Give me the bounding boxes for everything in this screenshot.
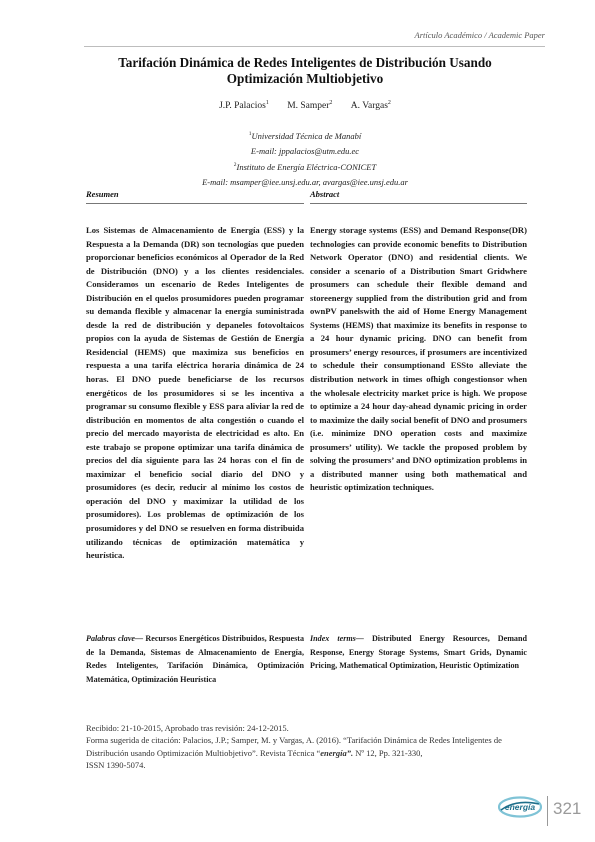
paper-title: Tarifación Dinámica de Redes Inteligentes de Distribución Usando Optimización Multiobjetivo	[118, 55, 492, 86]
resumen-column	[86, 189, 304, 563]
running-head: Artículo Académico / Academic Paper	[414, 30, 545, 40]
citation-footer	[86, 722, 530, 771]
suggested-citation: Forma sugerida de citación: Palacios, J.P.; Samper, M. y Vargas, A. (2016). “Tarifación Dinámica de Redes Inteligentes de Distribución usando Optimización Multiobjetivo”. Revista Técnica “energía”. Nº 12, Pp. 321-330,	[86, 735, 502, 758]
affiliation-line: E-mail: msamper@iee.unsj.edu.ar, avargas@iee.unsj.edu.ar	[202, 176, 408, 187]
abstract-column	[310, 189, 527, 495]
keywords-label: Palabras clave—	[86, 634, 144, 643]
page-number-rule	[547, 796, 548, 826]
keywords-label: Index terms—	[310, 634, 364, 643]
abstract-text: Energy storage systems (ESS) and Demand Response(DR) technologies can provide economic benefits to Distribution Network Operator (DNO) and residential clients. We consider a scenario of a Distribution Smart Gridwhere prosumers can schedule their flexible demand and storeenergy supplied from the distribution grid and from ownPV panelswith the aid of Home Energy Management Systems (HEMS) that maximize its benefits in response to a 24 hour dynamic pricing. DNO can benefit from prosumers’ energy resources, if prosumers are incentivized to schedule their consumptionand ESSto alleviate the distribution network in times ofhigh congestionsor when the wholesale electricity market price is high. We propose to optimize a 24 hour day-ahead dynamic pricing in order to maximize the daily social benefit of DNO and prosumers (i.e. minimize DNO operation costs and maximize prosumers’ utility). We tackle the proposed problem by solving the prosumers’ and DNO optimization problems in a distributed manner using both mathematical and heuristic optimization techniques.	[310, 225, 527, 493]
page-number: 321	[553, 799, 582, 818]
keywords-text: Recursos Energéticos Distribuidos, Respuesta de la Demanda, Sistemas de Almacenamiento de Energía, Redes Inteligentes, Tarifación Dinámica, Optimización Matemática, Optimización Heurística	[86, 634, 304, 684]
affiliation-line: $^2$Instituto de Energía Eléctrica-CONICET	[233, 161, 377, 172]
affiliation-line: E-mail: jppalacios@utm.edu.ec	[250, 146, 360, 157]
index-terms	[310, 632, 527, 673]
header-rule	[84, 46, 545, 47]
resumen-heading: Resumen	[86, 189, 119, 199]
energia-logo	[498, 796, 542, 818]
author-name: J.P. Palacios$^1$	[219, 100, 269, 112]
affiliation-list	[90, 128, 520, 189]
abstract-heading: Abstract	[310, 189, 340, 199]
section-rule	[86, 203, 304, 204]
author-list	[90, 100, 520, 111]
resumen-text: Los Sistemas de Almacenamiento de Energía (ESS) y la Respuesta a la Demanda (DR) son tecnologías que pueden proporcionar beneficios económicos al Operador de la Red de Distribución (DNO) y a los clientes residenciales. Consideramos un escenario de Redes Inteligentes de Distribución en el quelos prosumidores pueden programar su demanda flexible y almacenar la energía suministrada desde la red de distribución y depaneles fotovoltaicos propios con la ayuda de Sistemas de Gestión de Energía Residencial (HEMS) que maximiza sus beneficios en respuesta a una tarifa eléctrica horaria dinámica de 24 horas. El DNO puede beneficiarse de los recursos energéticos de los prosumidores si se les incentiva a programar su consumo flexible y ESS para aliviar la red de distribución en momentos de alta congestión o cuando el precio del mercado mayorista de electricidad es alto. En este trabajo se propone optimizar una tarifa dinámica de precios del día siguiente para las 24 horas con el fin de maximizar el beneficio social diario del DNO y prosumidores (es decir, reducir al mínimo los costos de operación del DNO y maximizar la utilidad de los prosumidores). Los problemas de optimización de los prosumidores y del DNO se resuelven en forma distribuida utilizando técnicas de optimización matemática y heurística.	[86, 225, 304, 561]
palabras-clave	[86, 632, 304, 686]
received-date: Recibido: 21-10-2015, Aprobado tras revisión: 24-12-2015.	[86, 723, 289, 733]
author-name: M. Samper$^2$	[287, 100, 333, 112]
logo-text: energía	[504, 802, 536, 812]
section-rule	[310, 203, 527, 204]
author-name: A. Vargas$^2$	[350, 100, 391, 112]
keywords-text: Distributed Energy Resources, Demand Response, Energy Storage Systems, Smart Grids, Dynamic Pricing, Mathematical Optimization, Heuristic Optimization	[310, 634, 527, 671]
affiliation-line: $^1$Universidad Técnica de Manabí	[248, 130, 362, 141]
issn: ISSN 1390-5074.	[86, 759, 146, 770]
